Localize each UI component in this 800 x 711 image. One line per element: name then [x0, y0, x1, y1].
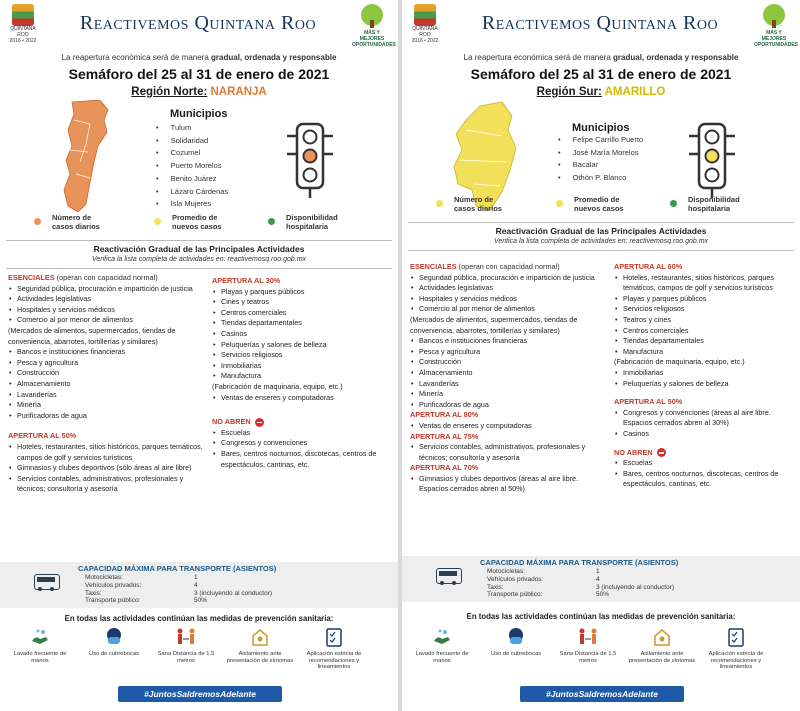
capacidad-title: CAPACIDAD MÁXIMA PARA TRANSPORTE (ASIENTOS): [480, 558, 679, 567]
section-title-apertura-30: APERTURA AL 30%: [212, 276, 281, 285]
legend: [402, 196, 800, 218]
no-entry-icon: [657, 448, 666, 457]
capacidad-value: 3 (incluyendo al conductor): [194, 589, 273, 597]
subtitle-text: La reapertura económica será de manera: [463, 53, 614, 62]
medida-item: [702, 627, 770, 671]
municipio-item: • Benito Juárez: [156, 173, 228, 186]
list-item: • Pesca y agricultura: [410, 347, 606, 358]
legend: [0, 214, 398, 236]
verify-link-text: Verifica la lista completa de actividades en: reactivemosq.roo.gob.mx: [91, 256, 307, 263]
crest-icon: [414, 4, 436, 26]
quintana-roo-logo: [6, 4, 40, 44]
municipio-item: • Puerto Morelos: [156, 160, 228, 173]
municipio-item: • Tulum: [156, 122, 228, 135]
list-item: • Centros comerciales: [614, 326, 798, 337]
section-title-apertura-75: APERTURA AL 75%: [410, 431, 479, 441]
logo-label: QUINTANA ROO: [10, 26, 36, 38]
medida-label: Lavado frecuente de manos: [415, 651, 469, 664]
municipios-title: Municipios: [170, 108, 228, 120]
isolation-icon: [250, 627, 270, 647]
capacidad-rows: [85, 574, 272, 605]
reactivacion-title: Reactivación Gradual de las Principales Actividades: [495, 226, 707, 236]
list-item: • Servicios religiosos: [614, 304, 798, 315]
medida-label: Sana Distancia de 1.5 metros: [559, 651, 617, 664]
list-item: • Ventas de enseres y computadoras: [410, 421, 606, 432]
orange-dot-icon: [34, 218, 41, 225]
section-title-no-abren: NO ABREN: [614, 447, 653, 457]
subtitle: [0, 53, 398, 62]
logo-right-label: MÁS Y MEJORES OPORTUNIDADES: [754, 30, 798, 48]
list-item: • Hoteles, restaurantes, sitios históricos, parques temáticos, campos de golf y servicios turísticos: [8, 442, 204, 463]
capacidad-label: Vehículos privados:: [85, 581, 142, 589]
apertura-60-list: [614, 273, 798, 358]
reactivacion-title: Reactivación Gradual de las Principales Actividades: [93, 244, 305, 254]
header: [402, 0, 800, 48]
medida-item: [408, 627, 476, 664]
capacidad-value: 4: [194, 581, 198, 589]
hashtag-banner: #JuntosSaldremosAdelante: [118, 686, 282, 702]
list-item: • Bares, centros nocturnos, discotecas, centros de espectáculos, cantinas, etc.: [212, 449, 396, 470]
list-item: • Almacenamiento: [410, 368, 606, 379]
logo-years: 2016 • 2022: [9, 38, 37, 44]
capacidad-row: [487, 576, 674, 584]
semaforo-date: Semáforo del 25 al 31 de enero de 2021: [470, 66, 732, 82]
section-title-apertura-60: APERTURA AL 60%: [614, 262, 683, 271]
column-esenciales: [410, 262, 606, 495]
esenciales-note: (Mercados de alimentos, supermercados, tiendas de conveniencia, abarrotes, tortillerías y similares): [8, 325, 176, 346]
green-dot-icon: [670, 200, 677, 207]
list-item: • Hospitales y servicios médicos: [8, 305, 204, 316]
list-item: • Actividades legislativas: [410, 283, 606, 294]
list-item: • Bares, centros nocturnos, discotecas, centros de espectáculos, cantinas, etc.: [614, 469, 798, 490]
region-heading: [402, 86, 800, 98]
municipio-item: • Felipe Carrillo Puerto: [558, 134, 643, 147]
list-item: • Casinos: [614, 429, 798, 440]
list-item: • Tiendas departamentales: [212, 318, 396, 329]
bus-icon: [34, 574, 60, 590]
list-item: • Actividades legislativas: [8, 294, 204, 305]
norte-map-icon: [60, 100, 110, 212]
capacidad-value: 1: [596, 568, 600, 575]
section-title-esenciales: ESENCIALES: [8, 273, 55, 282]
list-item: • Lavanderías: [8, 390, 204, 401]
medida-label: Aislamiento ante presentación de síntomas: [628, 651, 696, 664]
medida-item: [226, 627, 294, 664]
capacidad-row: [85, 597, 272, 605]
section-title-no-abren: NO ABREN: [212, 417, 251, 427]
capacidad-label: Motocicletas:: [487, 568, 525, 575]
apertura-30-list-2: [212, 393, 396, 404]
yellow-dot-icon: [154, 218, 161, 225]
page-title: Reactivemos Quintana Roo: [481, 12, 719, 34]
legend-disponibilidad: Disponibilidad hospitalaria: [286, 213, 338, 231]
list-item: • Pesca y agricultura: [8, 358, 204, 369]
capacidad-label: Taxis:: [85, 589, 102, 597]
capacidad-transporte-box: [402, 556, 800, 602]
list-item: • Cines y teatros: [212, 297, 396, 308]
region-value: NARANJA: [210, 86, 267, 98]
oportunidades-logo: [352, 4, 396, 48]
section-subtitle: (operan con capacidad normal): [458, 262, 560, 271]
column-apertura-60: [614, 262, 798, 490]
region-value: AMARILLO: [604, 86, 666, 98]
subtitle-bold: gradual, ordenada y responsable: [211, 53, 337, 62]
mask-icon: [506, 627, 526, 647]
legend-disponibilidad: Disponibilidad hospitalaria: [688, 195, 740, 213]
list-item: • Bancos e instituciones financieras: [410, 336, 606, 347]
capacidad-rows: [487, 568, 674, 599]
region-label: Región Sur:: [536, 86, 602, 98]
section-title-apertura-80: APERTURA AL 80%: [410, 410, 479, 420]
legend-casos-diarios: Número de casos diarios: [52, 213, 100, 231]
municipios-title: Municipios: [572, 122, 630, 134]
list-item: • Almacenamiento: [8, 379, 204, 390]
list-item: • Comercio al por menor de alimentos: [410, 304, 606, 315]
checklist-icon: [726, 627, 746, 647]
distance-icon: [578, 627, 598, 647]
subtitle: [402, 53, 800, 62]
no-abren-list: [212, 428, 396, 470]
municipio-item: • Othón P. Blanco: [558, 172, 643, 185]
municipios-list: [558, 134, 643, 185]
list-item: • Seguridad pública, procuración e impartición de justicia: [8, 284, 204, 295]
logo-years: 2016 • 2022: [411, 38, 439, 44]
tree-icon: [763, 4, 785, 26]
region-label: Región Norte:: [131, 86, 208, 98]
handwash-icon: [432, 627, 452, 647]
capacidad-label: Transporte público:: [85, 597, 141, 605]
capacidad-row: [85, 590, 272, 598]
checklist-icon: [324, 627, 344, 647]
list-item: • Servicios contables, administrativos, profesionales y técnicos; consultoría y asesoría: [8, 474, 204, 495]
medida-item: [628, 627, 696, 664]
capacidad-value: 50%: [194, 597, 208, 605]
municipio-item: • José María Morelos: [558, 147, 643, 160]
list-item: • Playas y parques públicos: [614, 294, 798, 305]
list-item: • Manufactura: [212, 371, 396, 382]
section-title-apertura-50: APERTURA AL 50%: [614, 397, 683, 407]
medidas-title: En todas las actividades continúan las medidas de prevención sanitaria:: [64, 614, 334, 623]
apertura-30-note: (Fabricación de maquinaria, equipo, etc.): [212, 381, 343, 391]
municipio-item: • Solidaridad: [156, 135, 228, 148]
traffic-light-yellow-icon: [687, 120, 737, 200]
medida-label: Uso de cubrebocas: [491, 651, 541, 657]
legend-casos-diarios: Número de casos diarios: [454, 195, 502, 213]
column-esenciales: [8, 273, 204, 495]
medida-item: [6, 627, 74, 664]
apertura-70-list: [410, 474, 606, 495]
list-item: • Casinos: [212, 329, 396, 340]
medida-label: Lavado frecuente de manos: [13, 651, 67, 664]
logo-right-label: MÁS Y MEJORES OPORTUNIDADES: [352, 30, 396, 48]
municipio-item: • Lázaro Cárdenas: [156, 186, 228, 199]
list-item: • Ventas de enseres y computadoras: [212, 393, 396, 404]
medidas-title: En todas las actividades continúan las medidas de prevención sanitaria:: [466, 612, 736, 621]
esenciales-list: [410, 273, 606, 315]
medida-item: [80, 627, 148, 658]
list-item: • Construcción: [8, 368, 204, 379]
divider-line: [6, 268, 392, 269]
list-item: • Congresos y convenciones: [212, 438, 396, 449]
medida-item: [554, 627, 622, 664]
subtitle-bold: gradual, ordenada y responsable: [613, 53, 739, 62]
list-item: • Construcción: [410, 357, 606, 368]
municipio-item: • Bacalar: [558, 159, 643, 172]
list-item: • Purificadoras de agua: [410, 400, 606, 411]
legend-promedio-casos: Promedio de nuevos casos: [172, 213, 222, 231]
capacidad-row: [487, 568, 674, 576]
capacidad-label: Vehículos privados:: [487, 575, 544, 583]
tree-icon: [361, 4, 383, 26]
list-item: • Inmobiliarias: [614, 368, 798, 379]
list-item: • Servicios contables, administrativos, profesionales y técnicos; consultoría y asesoría: [410, 442, 606, 463]
capacidad-label: Motocicletas:: [85, 574, 123, 581]
list-item: • Escuelas: [212, 428, 396, 439]
list-item: • Inmobiliarias: [212, 361, 396, 372]
oportunidades-logo: [754, 4, 798, 48]
capacidad-row: [85, 574, 272, 582]
list-item: • Teatros y cines: [614, 315, 798, 326]
list-item: • Hoteles, restaurantes, sitios históricos, parques temáticos, campos de golf y servicios turísticos: [614, 273, 798, 294]
medida-label: Aplicación estricta de recomendaciones y lineamientos: [306, 651, 362, 671]
list-item: • Seguridad pública, procuración e impartición de justicia: [410, 273, 606, 284]
capacidad-value: 1: [194, 574, 198, 581]
mask-icon: [104, 627, 124, 647]
capacidad-transporte-box: [0, 562, 398, 608]
apertura-75-list: [410, 442, 606, 463]
legend-promedio-casos: Promedio de nuevos casos: [574, 195, 624, 213]
list-item: • Minería: [410, 389, 606, 400]
quintana-roo-logo: [408, 4, 442, 44]
capacidad-value: 4: [596, 575, 600, 583]
medida-item: [300, 627, 368, 671]
medida-label: Uso de cubrebocas: [89, 651, 139, 657]
capacidad-value: 3 (incluyendo al conductor): [596, 583, 675, 591]
capacidad-row: [487, 584, 674, 592]
medida-label: Aplicación estricta de recomendaciones y lineamientos: [708, 651, 764, 671]
list-item: • Peluquerías y salones de belleza: [212, 340, 396, 351]
list-item: • Servicios religiosos: [212, 350, 396, 361]
bus-icon: [436, 568, 462, 584]
list-item: • Purificadoras de agua: [8, 411, 204, 422]
handwash-icon: [30, 627, 50, 647]
medida-label: Aislamiento ante presentación de síntomas: [226, 651, 294, 664]
logo-label: QUINTANA ROO: [412, 26, 438, 38]
column-apertura-30: [212, 276, 396, 470]
apertura-80-list: [410, 421, 606, 432]
list-item: • Hospitales y servicios médicos: [410, 294, 606, 305]
list-item: • Bancos e instituciones financieras: [8, 347, 204, 358]
green-dot-icon: [268, 218, 275, 225]
panel-region-sur: [402, 0, 800, 711]
apertura-60-note: (Fabricación de maquinaria, equipo, etc.): [614, 357, 745, 367]
municipios-list: [156, 122, 228, 211]
distance-icon: [176, 627, 196, 647]
no-abren-list: [614, 458, 798, 490]
municipio-item: • Cozumel: [156, 147, 228, 160]
list-item: • Manufactura: [614, 347, 798, 358]
list-item: • Escuelas: [614, 458, 798, 469]
capacidad-title: CAPACIDAD MÁXIMA PARA TRANSPORTE (ASIENTOS): [78, 564, 277, 573]
municipio-item: • Isla Mujeres: [156, 198, 228, 211]
section-subtitle: (operan con capacidad normal): [56, 273, 158, 282]
list-item: • Tiendas departamentales: [614, 336, 798, 347]
list-item: • Centros comerciales: [212, 308, 396, 319]
apertura-50-list: [614, 408, 798, 440]
capacidad-label: Taxis:: [487, 583, 504, 591]
section-title-esenciales: ESENCIALES: [410, 262, 457, 271]
section-title-apertura-50: APERTURA AL 50%: [8, 431, 77, 441]
medida-label: Sana Distancia de 1.5 metros: [157, 651, 215, 664]
esenciales-list: [8, 284, 204, 326]
verify-link-text: Verifica la lista completa de actividades en: reactivemosq.roo.gob.mx: [493, 238, 709, 245]
list-item: • Gimnasios y clubes deportivos (áreas al aire libre. Espacios cerrados abren al 50%): [410, 474, 606, 495]
yellow-dot-icon: [556, 200, 563, 207]
list-item: • Comercio al por menor de alimentos: [8, 315, 204, 326]
esenciales-list-2: [8, 347, 204, 421]
esenciales-list-2: [410, 336, 606, 410]
divider-line: [408, 222, 794, 223]
list-item: • Playas y parques públicos: [212, 287, 396, 298]
divider-line: [408, 250, 794, 251]
medida-item: [482, 627, 550, 658]
capacidad-value: 50%: [596, 591, 610, 599]
section-title-apertura-70: APERTURA AL 70%: [410, 463, 479, 473]
semaforo-date: Semáforo del 25 al 31 de enero de 2021: [68, 66, 330, 82]
list-item: • Minería: [8, 400, 204, 411]
header: [0, 0, 398, 48]
capacidad-label: Transporte público:: [487, 591, 543, 599]
crest-icon: [12, 4, 34, 26]
subtitle-text: La reapertura económica será de manera: [61, 53, 212, 62]
apertura-30-list: [212, 287, 396, 382]
region-heading: [0, 86, 398, 98]
traffic-light-orange-icon: [285, 120, 335, 200]
divider-line: [6, 240, 392, 241]
list-item: • Lavanderías: [410, 379, 606, 390]
list-item: • Gimnasios y clubes deportivos (sólo áreas al aire libre): [8, 463, 204, 474]
medida-item: [152, 627, 220, 664]
no-entry-icon: [255, 418, 264, 427]
page-title: Reactivemos Quintana Roo: [79, 12, 317, 34]
hashtag-banner: #JuntosSaldremosAdelante: [520, 686, 684, 702]
isolation-icon: [652, 627, 672, 647]
list-item: • Congresos y convenciones (áreas al aire libre. Espacios cerrados abren al 30%): [614, 408, 798, 429]
apertura-60-list-2: [614, 368, 798, 389]
panel-region-norte: [0, 0, 398, 711]
esenciales-note: (Mercados de alimentos, supermercados, tiendas de conveniencia, abarrotes, tortillerías y similares): [410, 314, 578, 335]
apertura-50-list: [8, 442, 204, 495]
yellow-dot-icon: [436, 200, 443, 207]
capacidad-row: [487, 591, 674, 599]
list-item: • Peluquerías y salones de belleza: [614, 379, 798, 390]
capacidad-row: [85, 582, 272, 590]
